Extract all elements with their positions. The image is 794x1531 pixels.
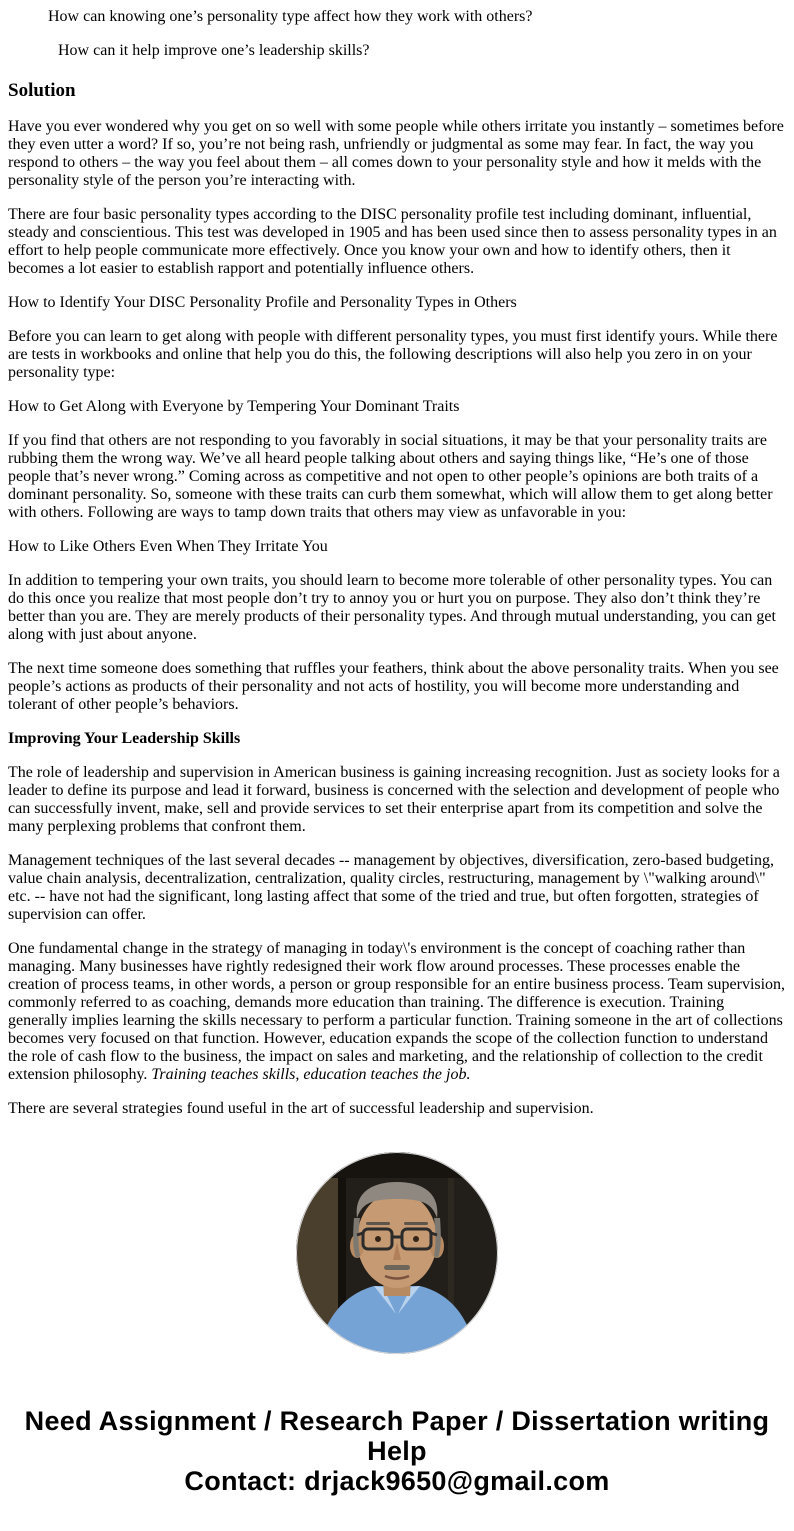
footer-help-banner <box>8 1406 786 1496</box>
paragraph-get-along-heading: How to Get Along with Everyone by Tempering Your Dominant Traits <box>8 398 460 415</box>
paragraph-intro: Have you ever wondered why you get on so well with some people while others irritate you instantly – sometimes before they even utter a word? If so, you’re not being rash, unfriendly or judgmental as some may fear. In fact, the way you respond to others – the way you feel about them – all comes down to your personality style and how it melds with the personality style of the person you’re interacting with. <box>8 118 784 189</box>
paragraph-get-along-body: If you find that others are not responding to you favorably in social situations, it may be that your personality traits are rubbing them the wrong way. We’ve all heard people talking about others and saying things like, “He’s one of those people that’s never wrong.” Coming across as competitive and not open to other people’s opinions are both traits of a dominant personality. So, someone with these traits can curb them somewhat, which will allow them to get along better with others. Following are ways to tamp down traits that others may view as unfavorable in you: <box>8 432 773 521</box>
paragraph-coaching <box>8 940 786 1084</box>
paragraph-identify-heading: How to Identify Your DISC Personality Profile and Personality Types in Others <box>8 294 517 311</box>
paragraph-closing: There are several strategies found useful in the art of successful leadership and supervision. <box>8 1100 594 1117</box>
footer-help-text: Need Assignment / Research Paper / Dissertation writing Help <box>24 1406 770 1466</box>
footer-contact: Contact: drjack9650@gmail.com <box>184 1466 610 1496</box>
coaching-paragraph-text: One fundamental change in the strategy of managing in today\'s environment is the concept of coaching rather than managing. Many businesses have rightly redesigned their work flow around processes. These processes enable the creation of process teams, in other words, a person or group responsible for an entire business process. Team supervision, commonly referred to as coaching, demands more education than training. The difference is execution. Training generally implies learning the skills necessary to perform a particular function. Training someone in the art of collections becomes very focused on that function. However, education expands the scope of the collection function to understand the role of cash flow to the business, the impact on sales and marketing, and the relationship of collection to the credit extension philosophy. <box>8 940 786 1083</box>
solution-heading: Solution <box>8 80 76 101</box>
leadership-heading: Improving Your Leadership Skills <box>8 730 241 747</box>
paragraph-disc-types: There are four basic personality types according to the DISC personality profile test including dominant, influential, steady and conscientious. This test was developed in 1905 and has been used since then to assess personality types in an effort to help people communicate more effectively. Once you know your own and how to identify others, then it becomes a lot easier to establish rapport and potentially influence others. <box>8 206 777 277</box>
coaching-paragraph-italic: Training teaches skills, education teaches the job. <box>151 1066 471 1083</box>
tutor-photo-container <box>8 1152 786 1354</box>
paragraph-like-others-heading: How to Like Others Even When They Irritate You <box>8 538 328 555</box>
question-line-1: How can knowing one’s personality type affect how they work with others? <box>48 8 533 25</box>
paragraph-tolerance: The next time someone does something that ruffles your feathers, think about the above personality traits. When you see people’s actions as products of their personality and not acts of hostility, you will become more understanding and tolerant of other people’s behaviors. <box>8 660 779 713</box>
question-line-2: How can it help improve one’s leadership skills? <box>58 42 370 59</box>
paragraph-identify-body: Before you can learn to get along with people with different personality types, you must first identify yours. While there are tests in workbooks and online that help you do this, the following descriptions will also help you zero in on your personality type: <box>8 328 778 381</box>
tutor-photo <box>296 1152 498 1354</box>
paragraph-management-techniques: Management techniques of the last several decades -- management by objectives, diversification, zero-based budgeting, value chain analysis, decentralization, centralization, quality circles, restructuring, management by \"walking around\" etc. -- have not had the significant, long lasting affect that some of the tried and true, but often forgotten, strategies of supervision can offer. <box>8 852 774 923</box>
paragraph-leadership-role: The role of leadership and supervision in American business is gaining increasing recognition. Just as society looks for a leader to define its purpose and lead it forward, business is concerned with the selection and development of people who can successfully invent, make, sell and provide services to set their enterprise apart from its competition and solve the many perplexing problems that confront them. <box>8 764 780 835</box>
paragraph-like-others-body: In addition to tempering your own traits, you should learn to become more tolerable of other personality types. You can do this once you realize that most people don’t try to annoy you or hurt you on purpose. They also don’t think they’re better than you are. They are merely products of their personality types. And through mutual understanding, you can get along with just about anyone. <box>8 572 776 643</box>
document-page <box>0 8 794 1531</box>
